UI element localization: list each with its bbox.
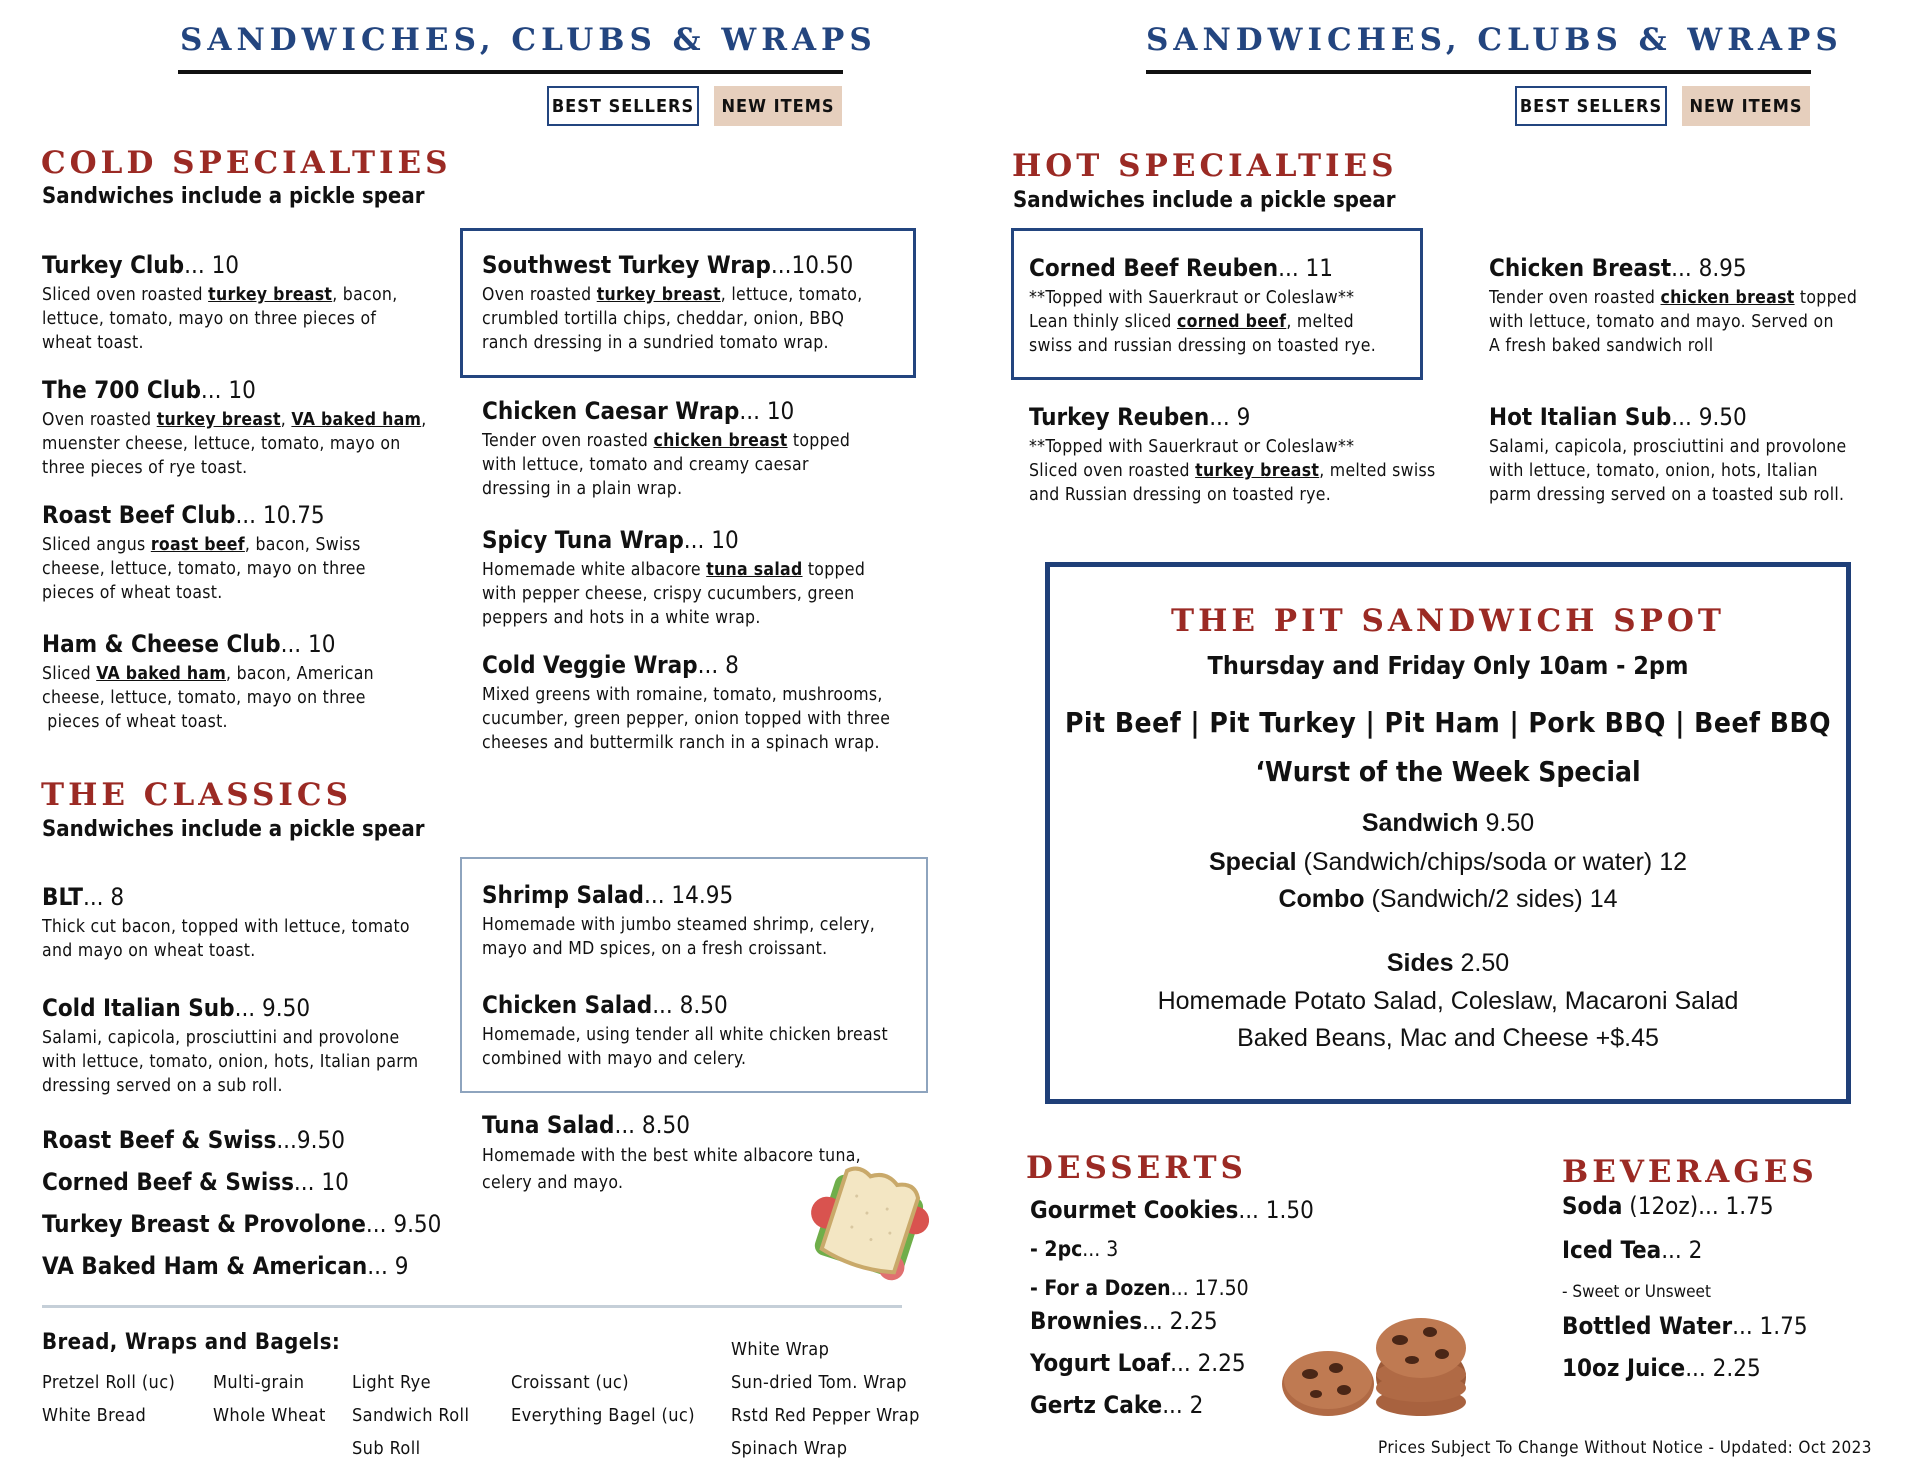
item-description: Sliced VA baked ham, bacon, American cheese, lettuce, tomato, mayo on three pieces of wheat toast.: [42, 664, 374, 732]
item-description: Homemade with the best white albacore tuna, celery and mayo.: [482, 1146, 861, 1193]
right-header-title: SANDWICHES, CLUBS & WRAPS: [1146, 22, 1843, 58]
pit-wurst: ‘Wurst of the Week Special: [1255, 755, 1641, 788]
beverage-item: 10oz Juice... 2.25: [1562, 1354, 1761, 1382]
item-name: Southwest Turkey Wrap: [482, 251, 771, 279]
desserts-title: DESSERTS: [1026, 1150, 1247, 1186]
dessert-item: Yogurt Loaf... 2.25: [1030, 1349, 1246, 1377]
beverage-item: Soda (12oz)... 1.75: [1562, 1192, 1774, 1220]
item-name: Spicy Tuna Wrap: [482, 526, 684, 554]
beverage-item: - Sweet or Unsweet: [1562, 1282, 1711, 1302]
right-page-header: [1146, 22, 1843, 58]
left-header-title: SANDWICHES, CLUBS & WRAPS: [180, 22, 877, 58]
item-price: ... 10: [280, 630, 336, 658]
hot-specialties-title: HOT SPECIALTIES: [1012, 148, 1398, 184]
item-price: ... 10.75: [235, 501, 325, 529]
classics-title: THE CLASSICS: [41, 777, 352, 813]
item-description: Homemade with jumbo steamed shrimp, celery, mayo and MD spices, on a fresh croissant.: [482, 915, 876, 959]
right-new-items-badge: NEW ITEMS: [1682, 86, 1810, 126]
dessert-item: Gourmet Cookies... 1.50: [1030, 1196, 1314, 1224]
item-price: ... 10: [739, 397, 795, 425]
item-name: Ham & Cheese Club: [42, 630, 281, 658]
beverage-item: Iced Tea... 2: [1562, 1236, 1703, 1264]
item-name: Shrimp Salad: [482, 881, 644, 909]
dessert-item: Brownies... 2.25: [1030, 1307, 1218, 1335]
item-price: ... 8.50: [652, 991, 728, 1019]
item-price: ... 10: [200, 376, 256, 404]
item-price: ...10.50: [770, 251, 854, 279]
item-description: Salami, capicola, prosciuttini and provolone with lettuce, tomato, onion, hots, Italian parm dressing served on a toasted sub roll.: [1489, 437, 1847, 505]
pit-sandwich-box: [1045, 562, 1851, 1104]
item-description: Thick cut bacon, topped with lettuce, tomato and mayo on wheat toast.: [42, 917, 410, 961]
bread-divider: [42, 1305, 902, 1308]
bread-option: Pretzel Roll (uc): [42, 1372, 176, 1393]
menu-item-chicken-caesar-wrap: [482, 396, 912, 501]
cold-specialties-subtitle: Sandwiches include a pickle spear: [42, 184, 425, 209]
item-description: Oven roasted turkey breast, lettuce, tomato, crumbled tortilla chips, cheddar, onion, BBQ ranch dressing in a sundried tomato wrap.: [482, 285, 863, 353]
item-description: Tender oven roasted chicken breast topped with lettuce, tomato and creamy caesar dressing in a plain wrap.: [482, 431, 851, 499]
item-price: ... 10: [683, 526, 739, 554]
item-description: Sliced angus roast beef, bacon, Swiss cheese, lettuce, tomato, mayo on three pieces of wheat toast.: [42, 535, 366, 603]
item-price: ... 9.50: [234, 994, 311, 1022]
pit-special-line: Special (Sandwich/chips/soda or water) 12: [1208, 848, 1688, 876]
pit-combo-line: Combo (Sandwich/2 sides) 14: [1278, 885, 1618, 913]
dessert-item: Gertz Cake... 2: [1030, 1391, 1204, 1419]
menu-item-ham-american: VA Baked Ham & American... 9: [42, 1252, 409, 1280]
bread-option: Multi-grain: [213, 1372, 305, 1393]
item-name: Turkey Reuben: [1029, 403, 1210, 431]
menu-item-cold-veggie-wrap: [482, 650, 922, 755]
item-name: The 700 Club: [42, 376, 201, 404]
menu-item-southwest-turkey-wrap: [482, 250, 912, 355]
item-description: Mixed greens with romaine, tomato, mushrooms, cucumber, green pepper, onion topped with three cheeses and buttermilk ranch in a spinach wrap.: [482, 685, 891, 753]
beverage-item: Bottled Water... 1.75: [1562, 1312, 1808, 1340]
menu-item-turkey-reuben: [1029, 402, 1469, 507]
dessert-item: - For a Dozen... 17.50: [1030, 1276, 1249, 1300]
pit-sandwich-line: Sandwich 9.50: [1361, 809, 1535, 837]
item-name: Cold Italian Sub: [42, 994, 235, 1022]
menu-item-turkey-club: [42, 250, 452, 355]
item-name: Turkey Club: [42, 251, 185, 279]
pit-title: THE PIT SANDWICH SPOT: [1171, 603, 1725, 639]
item-price: ... 8: [697, 651, 739, 679]
item-name: Cold Veggie Wrap: [482, 651, 698, 679]
menu-item-corned-beef-reuben: [1029, 253, 1429, 358]
sandwich-icon: [803, 1166, 933, 1286]
item-description: **Topped with Sauerkraut or Coleslaw** Lean thinly sliced corned beef, melted swiss and russian dressing on toasted rye.: [1029, 288, 1377, 356]
menu-item-blt: [42, 882, 462, 963]
bread-option: Rstd Red Pepper Wrap: [731, 1405, 920, 1426]
footer-note: Prices Subject To Change Without Notice - Updated: Oct 2023: [1378, 1438, 1872, 1458]
item-name: Chicken Caesar Wrap: [482, 397, 740, 425]
beverages-title: BEVERAGES: [1562, 1154, 1818, 1190]
right-best-sellers-badge: BEST SELLERS: [1515, 86, 1667, 126]
pit-sides-list-1: Homemade Potato Salad, Coleslaw, Macaroni Salad: [1157, 987, 1739, 1015]
item-description: Homemade white albacore tuna salad topped with pepper cheese, crispy cucumbers, green peppers and hots in a white wrap.: [482, 560, 866, 628]
menu-item-chicken-breast: [1489, 253, 1909, 358]
item-description: **Topped with Sauerkraut or Coleslaw** Sliced oven roasted turkey breast, melted swiss and Russian dressing on toasted rye.: [1029, 437, 1436, 505]
hot-specialties-subtitle: Sandwiches include a pickle spear: [1013, 188, 1396, 213]
bread-option: Spinach Wrap: [731, 1438, 848, 1459]
left-page-header: [180, 22, 877, 58]
item-name: Chicken Breast: [1489, 254, 1672, 282]
menu-item-roast-beef-swiss: Roast Beef & Swiss...9.50: [42, 1126, 345, 1154]
item-name: Tuna Salad: [482, 1111, 615, 1139]
menu-item-roast-beef-club: [42, 500, 452, 605]
menu-item-chicken-salad: [482, 990, 922, 1071]
item-price: ... 8.95: [1671, 254, 1747, 282]
item-price: ... 11: [1278, 254, 1333, 282]
pit-days: Thursday and Friday Only 10am - 2pm: [1207, 651, 1689, 680]
item-name: Hot Italian Sub: [1489, 403, 1672, 431]
menu-item-700-club: [42, 375, 452, 480]
pit-meats: Pit Beef | Pit Turkey | Pit Ham | Pork BBQ | Beef BBQ: [1064, 706, 1832, 739]
classics-subtitle: Sandwiches include a pickle spear: [42, 817, 425, 842]
bread-option: Croissant (uc): [511, 1372, 629, 1393]
bread-option: Light Rye: [352, 1372, 431, 1393]
item-name: Corned Beef Reuben: [1029, 254, 1279, 282]
bread-option: Sub Roll: [352, 1438, 421, 1459]
cookies-icon: [1280, 1310, 1470, 1420]
right-header-rule: [1146, 70, 1811, 74]
bread-title: Bread, Wraps and Bagels:: [42, 1330, 341, 1355]
dessert-item: - 2pc... 3: [1030, 1237, 1119, 1261]
bread-option: Sun-dried Tom. Wrap: [731, 1372, 907, 1393]
item-price: ... 8.50: [614, 1111, 690, 1139]
left-new-items-badge: NEW ITEMS: [714, 86, 842, 126]
item-description: Oven roasted turkey breast, VA baked ham, muenster cheese, lettuce, tomato, mayo on three pieces of rye toast.: [42, 410, 427, 478]
pit-sides-list-2: Baked Beans, Mac and Cheese +$.45: [1237, 1024, 1659, 1052]
item-description: Tender oven roasted chicken breast topped with lettuce, tomato and mayo. Served on A fresh baked sandwich roll: [1489, 288, 1858, 356]
item-description: Salami, capicola, prosciuttini and provolone with lettuce, tomato, onion, hots, Italian parm dressing served on a sub roll.: [42, 1028, 419, 1096]
item-price: ... 8: [82, 883, 125, 911]
menu-item-turkey-provolone: Turkey Breast & Provolone... 9.50: [42, 1210, 442, 1238]
item-name: BLT: [42, 883, 83, 911]
item-name: Chicken Salad: [482, 991, 653, 1019]
bread-option: Everything Bagel (uc): [511, 1405, 695, 1426]
menu-item-corned-beef-swiss: Corned Beef & Swiss... 10: [42, 1168, 349, 1196]
item-price: ... 10: [184, 251, 240, 279]
item-description: Homemade, using tender all white chicken breast combined with mayo and celery.: [482, 1025, 888, 1069]
bread-option: White Wrap: [731, 1339, 830, 1360]
item-price: ... 14.95: [643, 881, 734, 909]
menu-item-hot-italian-sub: [1489, 402, 1909, 507]
menu-item-shrimp-salad: [482, 880, 922, 961]
menu-item-ham-cheese-club: [42, 629, 452, 734]
menu-item-cold-italian-sub: [42, 993, 462, 1098]
left-best-sellers-badge: BEST SELLERS: [547, 86, 699, 126]
bread-option: Whole Wheat: [213, 1405, 326, 1426]
left-header-rule: [178, 70, 843, 74]
item-price: ... 9.50: [1671, 403, 1747, 431]
item-price: ... 9: [1209, 403, 1251, 431]
cold-specialties-title: COLD SPECIALTIES: [41, 145, 452, 181]
item-name: Roast Beef Club: [42, 501, 236, 529]
item-description: Sliced oven roasted turkey breast, bacon, lettuce, tomato, mayo on three pieces of wheat toast.: [42, 285, 398, 353]
pit-sides-line: Sides 2.50: [1386, 949, 1510, 977]
bread-option: White Bread: [42, 1405, 147, 1426]
bread-option: Sandwich Roll: [352, 1405, 470, 1426]
menu-item-spicy-tuna-wrap: [482, 525, 912, 630]
